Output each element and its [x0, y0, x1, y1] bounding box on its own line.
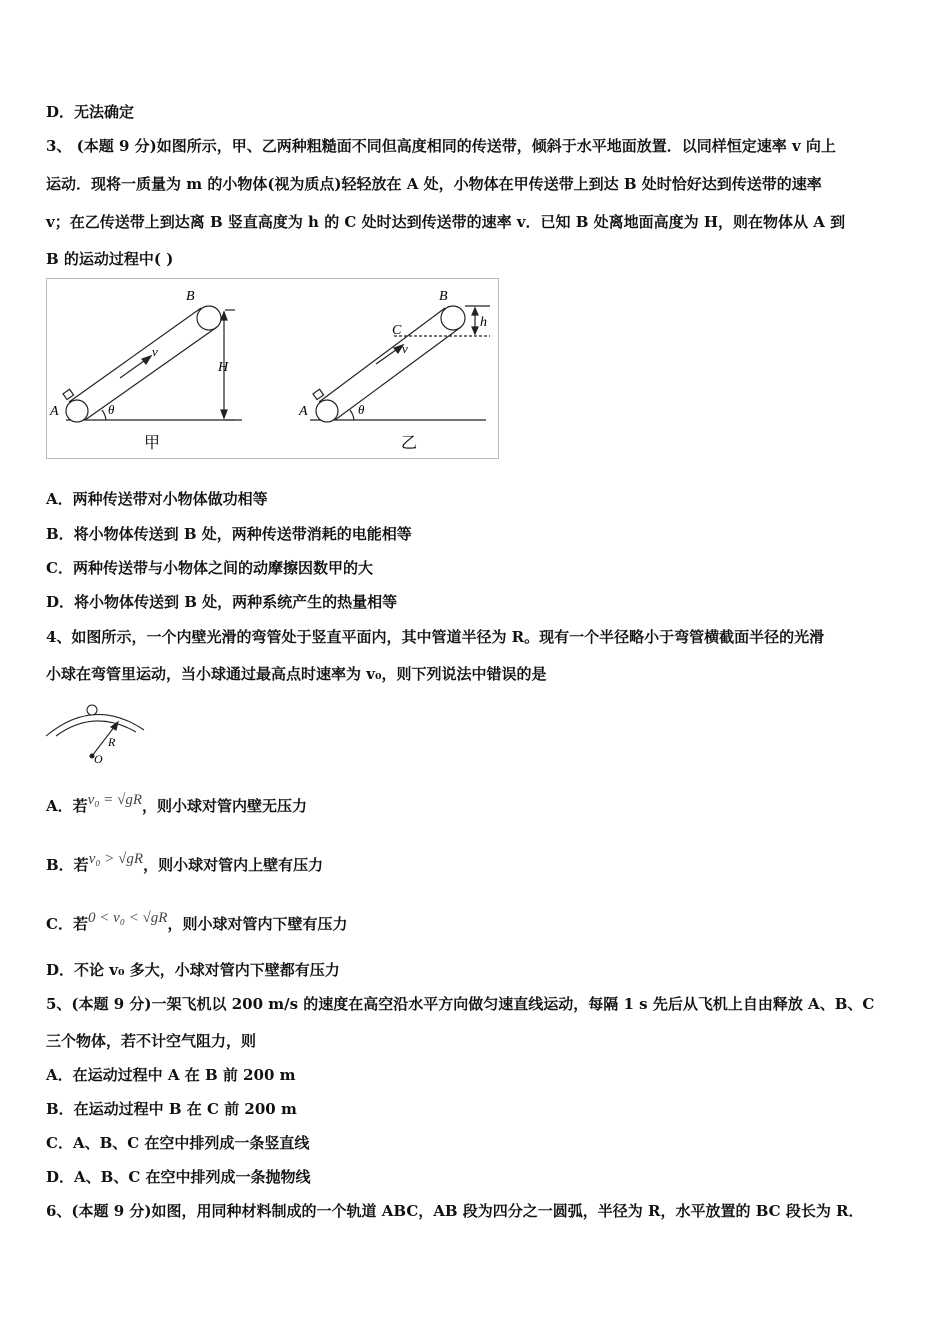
option-3-D: D．将小物体传送到 B 处，两种系统产生的热量相等 [46, 593, 398, 611]
label-O: O [94, 752, 103, 764]
option-4-A-prefix: A．若 [46, 797, 88, 815]
option-4-C-text: ，则小球对管内下壁有压力 [167, 915, 348, 933]
option-3-C: C．两种传送带与小物体之间的动摩擦因数甲的大 [46, 559, 373, 577]
option-4-C-prefix: C．若 [46, 915, 88, 933]
label-yi: 乙 [401, 435, 418, 452]
question-4-line-1: 4、如图所示，一个内壁光滑的弯管处于竖直平面内，其中管道半径为 R。现有一个半径略小于弯管横截面半径的光滑 [46, 628, 825, 646]
label-H: H [218, 360, 229, 375]
question-5-line-1: 5、(本题 9 分)一架飞机以 200 m/s 的速度在高空沿水平方向做匀速直线运动，每隔 1 s 先后从飞机上自由释放 A、B、C [46, 995, 875, 1013]
question-3-line-2: 运动．现将一质量为 m 的小物体(视为质点)轻轻放在 A 处，小物体在甲传送带上到达 B 处时恰好达到传送带的速率 [46, 175, 822, 193]
question-4-line-2: 小球在弯管里运动，当小球通过最高点时速率为 v₀，则下列说法中错误的是 [46, 665, 547, 683]
conveyor-figure [46, 278, 500, 460]
formula-4-C: 0 < v₀ < √gR [87, 910, 168, 926]
question-5-line-2: 三个物体，若不计空气阻力，则 [46, 1032, 257, 1050]
label-theta-yi: θ [358, 402, 365, 417]
formula-4-A: v₀ = √gR [87, 792, 143, 808]
option-3-prev-D: D．无法确定 [46, 103, 135, 121]
option-5-B: B．在运动过程中 B 在 C 前 200 m [46, 1100, 297, 1118]
label-v-yi: v [402, 341, 408, 356]
belt-jia [63, 306, 242, 422]
label-A-jia: A [50, 404, 59, 419]
label-B-yi: B [439, 289, 448, 304]
option-4-A [46, 792, 308, 817]
question-6-line-1: 6、(本题 9 分)如图，用同种材料制成的一个轨道 ABC，AB 段为四分之一圆弧，半径为 R，水平放置的 BC 段长为 R． [46, 1202, 864, 1220]
option-3-B: B．将小物体传送到 B 处，两种传送带消耗的电能相等 [46, 525, 412, 543]
option-4-C [46, 910, 348, 935]
label-jia: 甲 [144, 435, 161, 452]
label-R: R [108, 735, 116, 749]
option-4-B-prefix: B．若 [46, 856, 89, 874]
label-A-yi: A [299, 404, 308, 419]
option-4-B-text: ，则小球对管内上壁有压力 [143, 856, 324, 874]
option-5-A: A．在运动过程中 A 在 B 前 200 m [46, 1066, 296, 1084]
option-4-D: D．不论 v₀ 多大，小球对管内下壁都有压力 [46, 961, 340, 979]
option-3-A: A．两种传送带对小物体做功相等 [46, 490, 268, 508]
bent-tube-figure [44, 700, 148, 764]
label-theta-jia: θ [108, 402, 115, 417]
label-h: h [480, 315, 487, 330]
question-3-line-1: 3、 (本题 9 分)如图所示，甲、乙两种粗糙面不同但高度相同的传送带，倾斜于水平地面放置．以同样恒定速率 v 向上 [46, 137, 836, 155]
formula-4-B: v₀ > √gR [88, 851, 144, 867]
option-5-C: C．A、B、C 在空中排列成一条竖直线 [46, 1134, 310, 1152]
label-B-jia: B [186, 289, 195, 304]
option-4-B [46, 851, 324, 876]
question-3-line-4: B 的运动过程中( ) [46, 250, 174, 268]
label-v-jia: v [152, 344, 158, 359]
question-3-line-3: v；在乙传送带上到达离 B 竖直高度为 h 的 C 处时达到传送带的速率 v．已知 B 处离地面高度为 H，则在物体从 A 到 [46, 213, 846, 231]
option-5-D: D．A、B、C 在空中排列成一条抛物线 [46, 1168, 311, 1186]
option-4-A-text: ，则小球对管内壁无压力 [142, 797, 308, 815]
label-C-yi: C [392, 323, 402, 338]
